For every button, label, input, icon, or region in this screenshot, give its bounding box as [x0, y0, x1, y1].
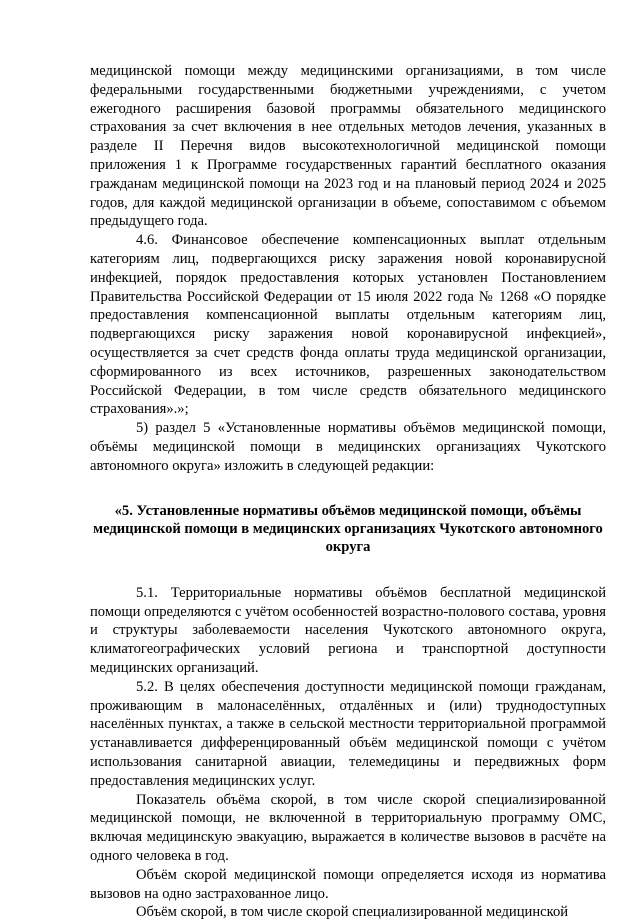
paragraph-continuation: медицинской помощи между медицинскими организациями, в том числе федеральными государственными бюджетными учреждениями, с учетом ежегодного расширения базовой программы обязательного медицинского страхования за счет включения в нее отдельных методов лечения, указанных в разделе II Перечня видов высокотехнологичной медицинской помощи приложения 1 к Программе государственных гарантий бесплатного оказания гражданам медицинской помощи на 2023 год и на плановый период 2024 и 2025 годов, для каждой медицинской организации в объеме, сопоставимом с объемом предыдущего года. — [90, 63, 606, 230]
paragraph-ambulance-indicator: Показатель объёма скорой, в том числе скорой специализированной медицинской помощи, не включенной в территориальную программу ОМС, включая медицинскую эвакуацию, выражается в количестве вызовов в расчёте на одного человека в год. — [90, 791, 606, 864]
paragraph-ambulance-specialized: Объём скорой, в том числе скорой специализированной медицинской — [136, 904, 569, 921]
paragraph-4-6: 4.6. Финансовое обеспечение компенсационных выплат отдельным категориям лиц, подвергающихся риску заражения новой коронавирусной инфекцией, порядок предоставления которых установлен Постановлением Правительства Российской Федерации от 15 июля 2022 года № 1268 «О порядке предоставления компенсационной выплаты отдельным категориям лиц, подвергающихся риску заражения новой коронавирусной инфекцией», осуществляется за счет средств фонда оплаты труда медицинской организации, сформированного из всех источников, разрешенных законодательством Российской Федерации, в том числе средств обязательного медицинского страхования».»; — [90, 232, 606, 418]
section-heading: «5. Установленные нормативы объёмов медицинской помощи, объёмы медицинской помощи в медицинских организациях Чукотского автономного округа — [93, 502, 603, 556]
paragraph-ambulance-volume: Объём скорой медицинской помощи определяется исходя из норматива вызовов на одно застрахованное лицо. — [90, 866, 606, 902]
paragraph-5-2: 5.2. В целях обеспечения доступности медицинской помощи гражданам, проживающим в малонаселённых, отдалённых и (или) труднодоступных населённых пунктах, а также в сельской местности территориальной программой устанавливается дифференцированный объём медицинской помощи с учётом использования санитарной авиации, телемедицины и передвижных форм предоставления медицинских услуг. — [90, 678, 606, 789]
paragraph-item-5: 5) раздел 5 «Установленные нормативы объёмов медицинской помощи, объёмы медицинской помощи в медицинских организациях Чукотского автономного округа» изложить в следующей редакции: — [90, 420, 606, 474]
paragraph-5-1: 5.1. Территориальные нормативы объёмов бесплатной медицинской помощи определяются с учётом особенностей возрастно-полового состава, уровня и структуры заболеваемости населения Чукотского автономного округа, климатогеографических условий региона и транспортной доступности медицинских организаций. — [90, 584, 606, 676]
